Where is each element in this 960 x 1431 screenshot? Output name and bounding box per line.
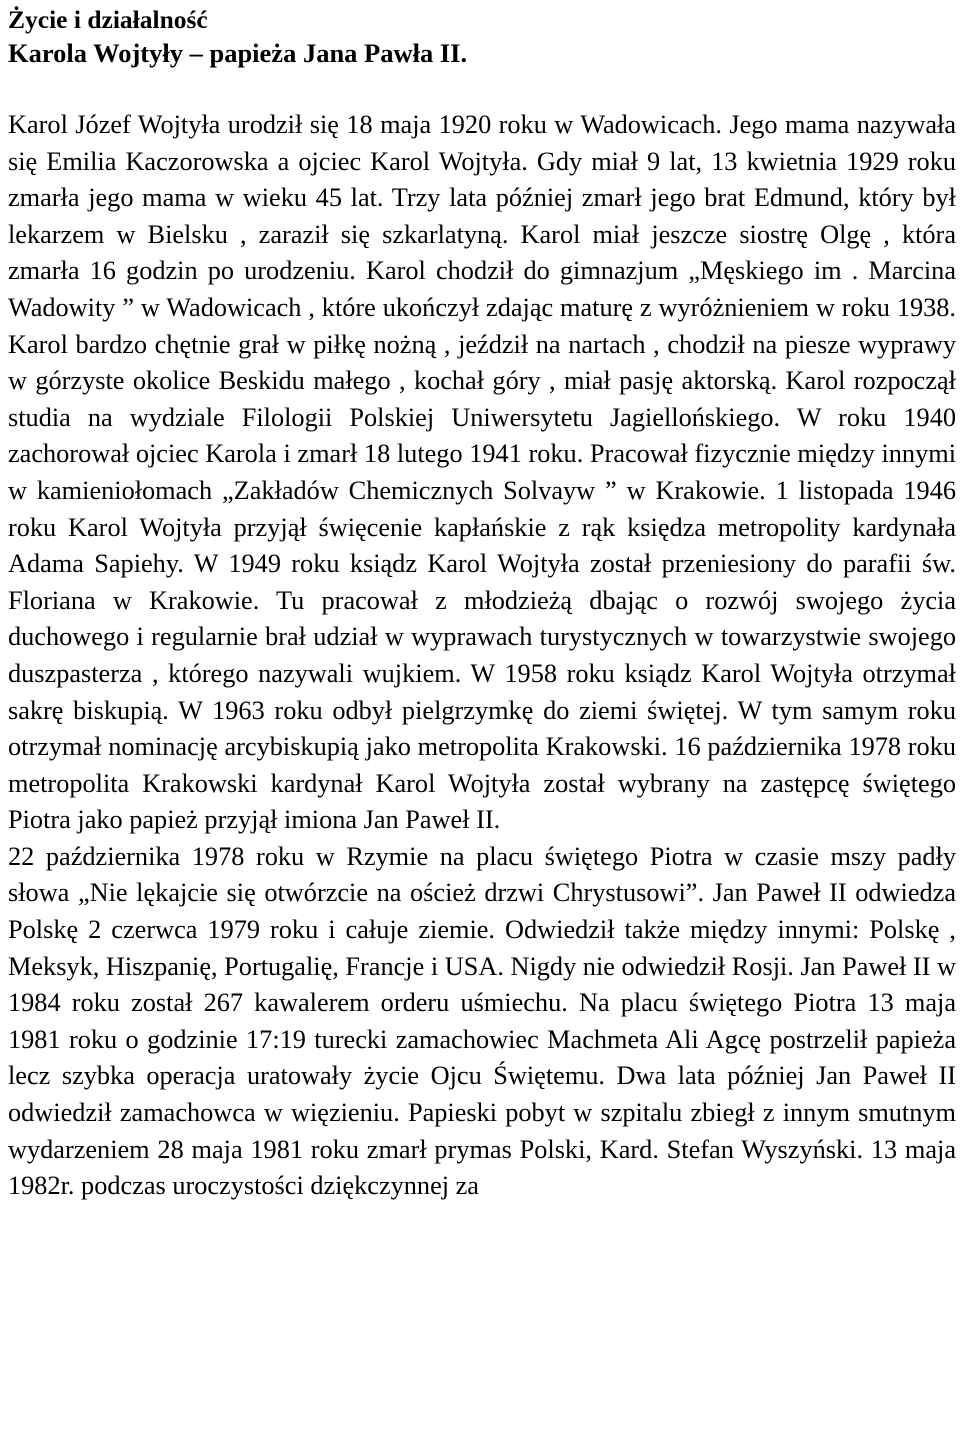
document-title-line-1: Życie i działalność: [8, 5, 208, 34]
document-page: [8, 4, 956, 1205]
body-paragraph-1: Karol Józef Wojtyła urodził się 18 maja 1920 roku w Wadowicach. Jego mama nazywała się Emilia Kaczorowska a ojciec Karol Wojtyła. Gdy miał 9 lat, 13 kwietnia 1929 roku zmarła jego mama w wieku 45 lat. Trzy lata później zmarł jego brat Edmund, który był lekarzem w Bielsku , zaraził się szkarlatyną. Karol miał jeszcze siostrę Olgę , która zmarła 16 godzin po urodzeniu. Karol chodził do gimnazjum „Męskiego im . Marcina Wadowity ” w Wadowicach , które ukończył zdając maturę z wyróżnieniem w roku 1938. Karol bardzo chętnie grał w piłkę nożną , jeździł na nartach , chodził na piesze wyprawy w górzyste okolice Beskidu małego , kochał góry , miał pasję aktorską. Karol rozpoczął studia na wydziale Filologii Polskiej Uniwersytetu Jagiellońskiego. W roku 1940 zachorował ojciec Karola i zmarł 18 lutego 1941 roku. Pracował fizycznie między innymi w kamieniołomach „Zakładów Chemicznych Solvayw ” w Krakowie. 1 listopada 1946 roku Karol Wojtyła przyjął święcenie kapłańskie z rąk księdza metropolity kardynała Adama Sapiehy. W 1949 roku ksiądz Karol Wojtyła został przeniesiony do parafii św. Floriana w Krakowie. Tu pracował z młodzieżą dbając o rozwój swojego życia duchowego i regularnie brał udział w wyprawach turystycznych w towarzystwie swojego duszpasterza , którego nazywali wujkiem. W 1958 roku ksiądz Karol Wojtyła otrzymał sakrę biskupią. W 1963 roku odbył pielgrzymkę do ziemi świętej. W tym samym roku otrzymał nominację arcybiskupią jako metropolita Krakowski. 16 października 1978 roku metropolita Krakowski kardynał Karol Wojtyła został wybrany na zastępcę świętego Piotra jako papież przyjął imiona Jan Paweł II.: [8, 110, 956, 835]
document-title-line-2: Karola Wojtyły – papieża Jana Pawła II.: [8, 38, 468, 68]
body-paragraph-2: 22 października 1978 roku w Rzymie na placu świętego Piotra w czasie mszy padły słowa „Nie lękajcie się otwórzcie na oścież drzwi Chrystusowi”. Jan Paweł II odwiedza Polskę 2 czerwca 1979 roku i całuje ziemie. Odwiedził także między innymi: Polskę , Meksyk, Hiszpanię, Portugalię, Francje i USA. Nigdy nie odwiedził Rosji. Jan Paweł II w 1984 roku został 267 kawalerem orderu uśmiechu. Na placu świętego Piotra 13 maja 1981 roku o godzinie 17:19 turecki zamachowiec Machmeta Ali Agcę postrzelił papieża lecz szybka operacja uratowały życie Ojcu Świętemu. Dwa lata później Jan Paweł II odwiedził zamachowca w więzieniu. Papieski pobyt w szpitalu zbiegł z innym smutnym wydarzeniem 28 maja 1981 roku zmarł prymas Polski, Kard. Stefan Wyszyński. 13 maja 1982r. podczas uroczystości dziękczynnej za: [8, 841, 956, 1201]
title-spacer: [8, 70, 956, 107]
